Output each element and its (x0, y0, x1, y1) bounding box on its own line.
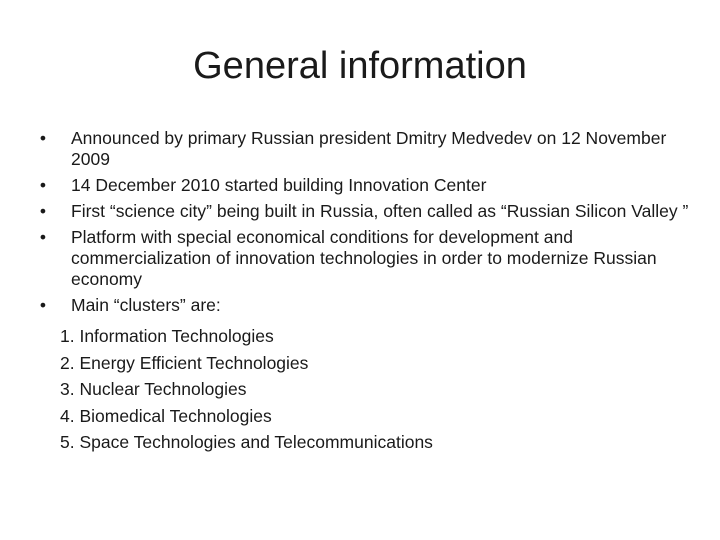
slide-title: General information (193, 45, 527, 87)
bullet-icon: • (39, 295, 47, 315)
bullet-icon: • (39, 227, 47, 247)
cluster-item: 3. Nuclear Technologies (60, 379, 247, 399)
bullet-text: Announced by primary Russian president Dmitry Medvedev on 12 November 2009 (71, 128, 667, 169)
cluster-item: 2. Energy Efficient Technologies (60, 352, 309, 373)
cluster-list (60, 323, 696, 456)
bullet-item (36, 295, 696, 456)
bullet-item (36, 227, 696, 290)
bullet-icon: • (39, 175, 47, 195)
bullet-item (36, 128, 696, 170)
bullet-item (36, 201, 696, 222)
bullet-text: 14 December 2010 started building Innovation Center (71, 175, 487, 195)
cluster-item: 5. Space Technologies and Telecommunications (60, 432, 433, 452)
bullet-icon: • (39, 201, 47, 221)
bullet-text: Main “clusters” are: (71, 295, 221, 315)
bullet-text: Platform with special economical conditions for development and commercialization of innovation technologies in order to modernize Russian economy (71, 227, 657, 289)
bullet-item (36, 175, 696, 196)
cluster-item: 1. Information Technologies (60, 326, 274, 346)
bullet-icon: • (39, 128, 47, 148)
bullet-text: First “science city” being built in Russia, often called as “Russian Silicon Valley ” (71, 201, 689, 221)
bullet-list (36, 128, 696, 461)
cluster-item: 4. Biomedical Technologies (60, 405, 272, 426)
